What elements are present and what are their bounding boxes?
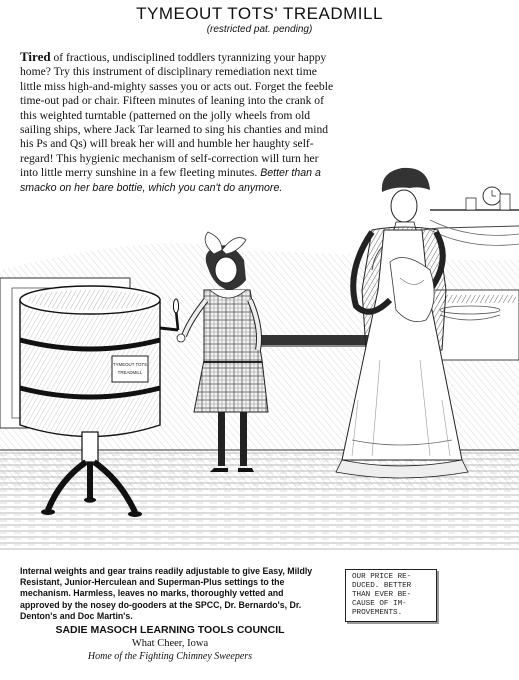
body-tagline: Better than a smacko on her bare bottie, which you can't do anymore. [20,167,321,194]
body-paragraph: of fractious, undisciplined toddlers tyrannizing your happy home? Try this instrument of disciplinary remediation next time little miss high-and-mighty sasses you or acts out. Forget the feeble time-out pad or chair. Fifteen minutes of leaning into the crank of this weighted turntable (patterned on the jolly wheels from old sailing ships, where Jack Tar learned to sing his chanties and mind his Ps and Qs) will break her will and humble her haughty self-regard! This hygienic mechanism of self-correction will turn her into little merry sunshine in a few fleeting minutes. [20,51,334,180]
stamp-line: DUCED. BETTER [352,582,412,590]
price-stamp [345,569,437,622]
engraving-illustration [0,150,519,550]
town-motto: Home of the Fighting Chimney Sweepers [87,651,253,662]
svg-text:TREADMILL: TREADMILL [117,370,143,375]
stamp-line: THAN EVER BE- [352,591,412,599]
patent-subtitle: (restricted pat. pending) [206,24,313,35]
stamp-line: CAUSE OF IM- [352,600,407,608]
stamp-line: PROVEMENTS. [352,609,403,617]
council-town: What Cheer, Iowa [131,638,209,649]
page-title: TYMEOUT TOTS' TREADMILL [136,4,383,23]
council-name: SADIE MASOCH LEARNING TOOLS COUNCIL [55,624,285,636]
lead-word: Tired [20,49,51,64]
specifications-text: Internal weights and gear trains readily adjustable to give Easy, Mildly Resistant, Junior-Herculean and Superman-Plus settings to the mechanism. Harmless, leaves no marks, thoroughly vetted and approved by the nosey do-gooders at the SPCC, Dr. Bernardo's, Dr. Denton's and Doc Martin's. [20,566,313,621]
stamp-line: OUR PRICE RE- [352,573,412,581]
svg-text:TYMEOUT TOTS: TYMEOUT TOTS [112,362,148,367]
